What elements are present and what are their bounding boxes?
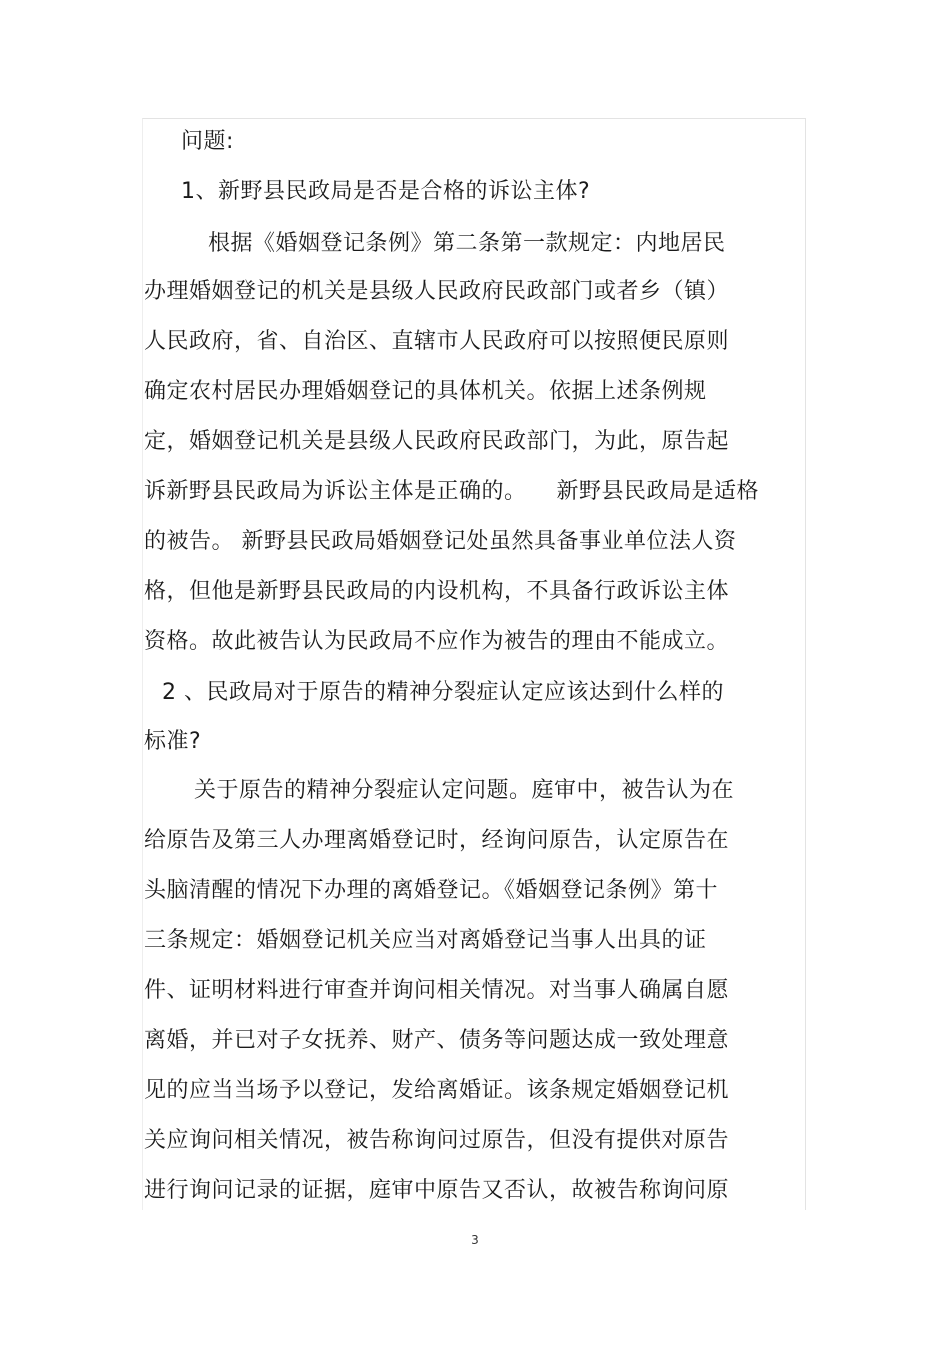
paragraph-line: 关应询问相关情况，被告称询问过原告，但没有提供对原告 bbox=[144, 1128, 730, 1153]
paragraph-line: 头脑清醒的情况下办理的离婚登记。《婚姻登记条例》第十 bbox=[144, 878, 719, 903]
heading-questions: 问题: bbox=[181, 129, 234, 154]
paragraph-line: 诉新野县民政局为诉讼主体是正确的。 新野县民政局是适格 bbox=[144, 479, 759, 504]
paragraph-line: 的被告。 新野县民政局婚姻登记处虽然具备事业单位法人资 bbox=[144, 529, 737, 554]
paragraph-line: 离婚，并已对子女抚养、财产、债务等问题达成一致处理意 bbox=[144, 1028, 730, 1053]
paragraph-line: 资格。故此被告认为民政局不应作为被告的理由不能成立。 bbox=[144, 629, 730, 654]
question-1: 1、新野县民政局是否是合格的诉讼主体? bbox=[181, 179, 591, 204]
paragraph-line: 办理婚姻登记的机关是县级人民政府民政部门或者乡（镇） bbox=[144, 279, 730, 304]
question-2: 2 、民政局对于原告的精神分裂症认定应该达到什么样的 bbox=[162, 680, 724, 705]
paragraph-line: 三条规定：婚姻登记机关应当对离婚登记当事人出具的证 bbox=[144, 928, 707, 953]
paragraph-line: 人民政府，省、自治区、直辖市人民政府可以按照便民原则 bbox=[144, 329, 730, 354]
paragraph-line: 件、证明材料进行审查并询问相关情况。对当事人确属自愿 bbox=[144, 978, 730, 1003]
paragraph-line: 格，但他是新野县民政局的内设机构，不具备行政诉讼主体 bbox=[144, 579, 730, 604]
paragraph-line: 确定农村居民办理婚姻登记的具体机关。依据上述条例规 bbox=[144, 379, 707, 404]
paragraph-line: 定，婚姻登记机关是县级人民政府民政部门，为此，原告起 bbox=[144, 429, 730, 454]
paragraph-line: 给原告及第三人办理离婚登记时，经询问原告，认定原告在 bbox=[144, 828, 730, 853]
question-2-continued: 标准? bbox=[144, 729, 202, 754]
paragraph-line: 关于原告的精神分裂症认定问题。庭审中，被告认为在 bbox=[194, 778, 735, 803]
paragraph-line: 根据《婚姻登记条例》第二条第一款规定：内地居民 bbox=[208, 231, 726, 256]
paragraph-line: 见的应当当场予以登记，发给离婚证。该条规定婚姻登记机 bbox=[144, 1078, 730, 1103]
paragraph-line: 进行询问记录的证据，庭审中原告又否认，故被告称询问原 bbox=[144, 1178, 730, 1203]
page-number: 3 bbox=[471, 1233, 479, 1247]
